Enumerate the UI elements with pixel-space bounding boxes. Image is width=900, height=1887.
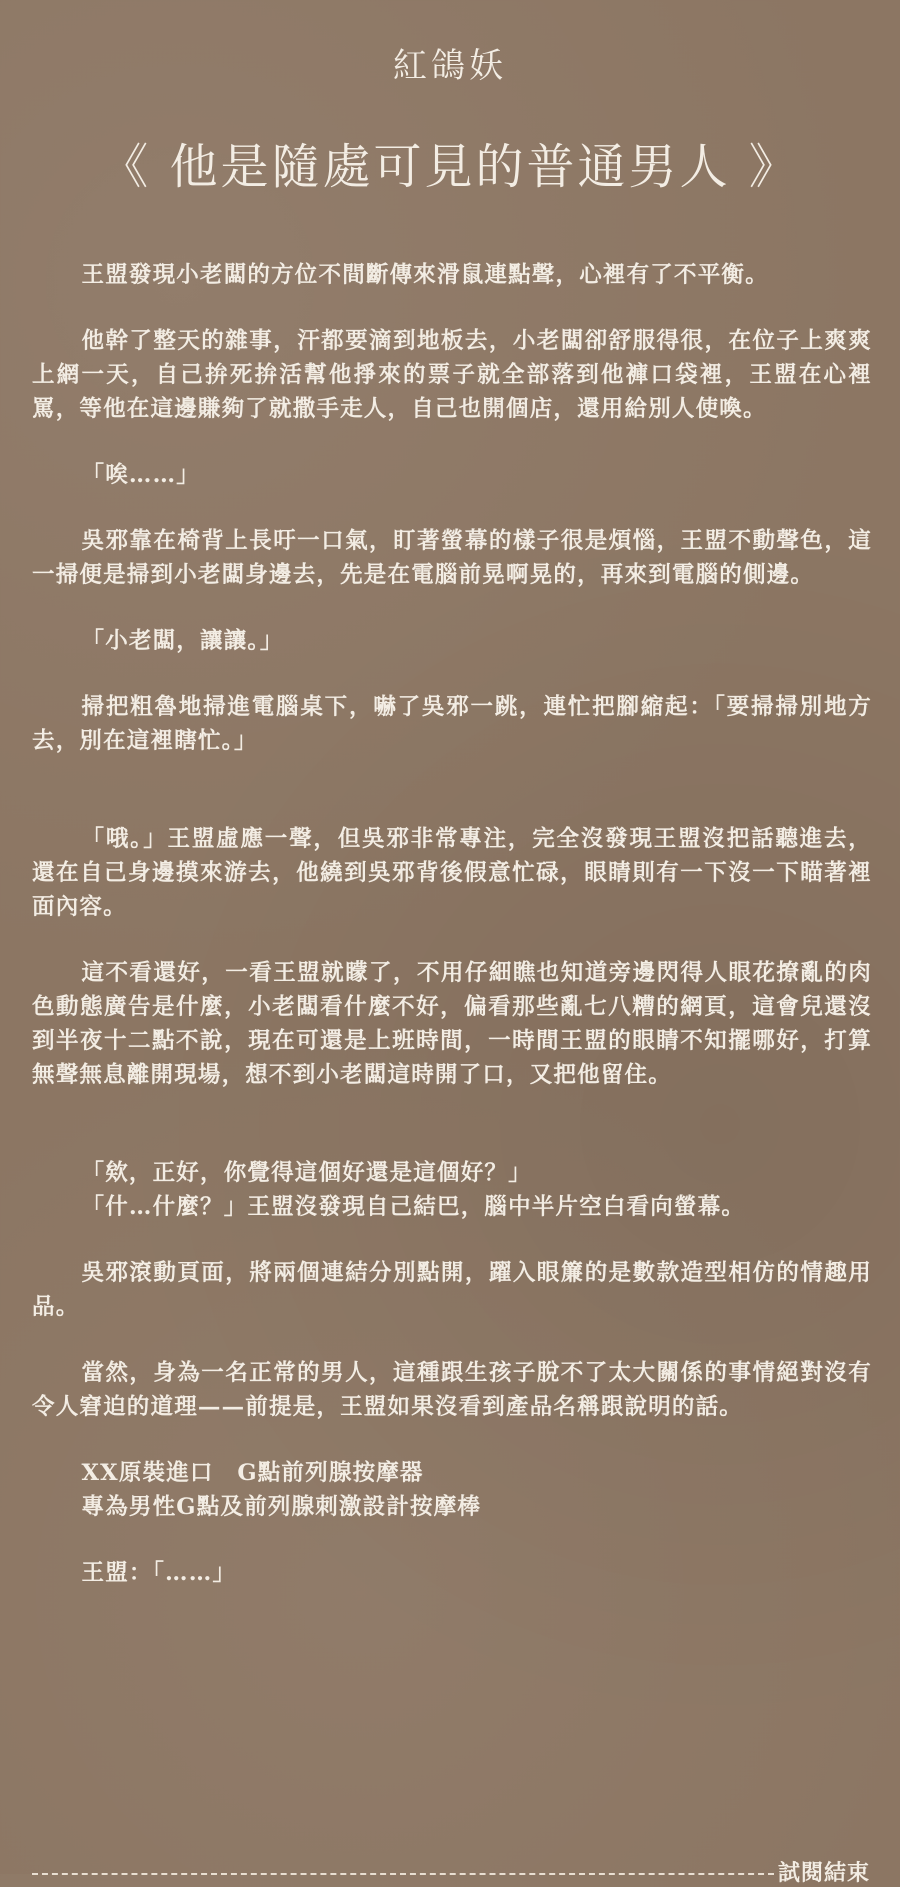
paragraph: 這不看還好，一看王盟就矇了，不用仔細瞧也知道旁邊閃得人眼花撩亂的肉色動態廣告是什麼，小老闆看什麼不好，偏看那些亂七八糟的網頁，這會兒還沒到半夜十二點不說，現在可還是上班時間，一時間王盟的眼睛不知擺哪好，打算無聲無息離開現場，想不到小老闆這時開了口，又把他留住。 (32, 960, 872, 1088)
paragraph: 吳邪靠在椅背上長吁一口氣，盯著螢幕的樣子很是煩惱，王盟不動聲色，這一掃便是掃到小老闆身邊去，先是在電腦前晃啊晃的，再來到電腦的側邊。 (32, 528, 872, 588)
dialogue-line: 「唉……」 (81, 462, 201, 488)
story-title: 《 他是隨處可見的普通男人 》 (100, 139, 800, 195)
paragraph: 他幹了整天的雜事，汗都要滴到地板去，小老闆卻舒服得很，在位子上爽爽上網一天，自己拚死拚活幫他掙來的票子就全部落到他褲口袋裡，王盟在心裡罵，等他在這邊賺夠了就撒手走人，自己也開個店，還用給別人使喚。 (32, 328, 872, 422)
author-name: 紅鴿妖 (393, 46, 507, 86)
product-names (32, 1456, 872, 1524)
product-name-line: 專為男性G點及前列腺刺激設計按摩棒 (81, 1494, 482, 1520)
paragraph: 吳邪滾動頁面，將兩個連結分別點開，躍入眼簾的是數款造型相仿的情趣用品。 (32, 1260, 872, 1320)
paragraph: 掃把粗魯地掃進電腦桌下，嚇了吳邪一跳，連忙把腳縮起：「要掃掃別地方去，別在這裡瞎忙。」 (32, 694, 872, 754)
end-label: 試閱結束 (777, 1860, 870, 1886)
product-name-line: XX原裝進口 G點前列腺按摩器 (81, 1460, 424, 1486)
paragraph: 王盟發現小老闆的方位不間斷傳來滑鼠連點聲，心裡有了不平衡。 (81, 262, 769, 288)
dialogue-line: 王盟：「……」 (81, 1560, 237, 1586)
paragraph: 「哦。」王盟虛應一聲，但吳邪非常專注，完全沒發現王盟沒把話聽進去，還在自己身邊摸來游去，他繞到吳邪背後假意忙碌，眼睛則有一下沒一下瞄著裡面內容。 (32, 826, 872, 920)
dialogue-line: 「欸，正好，你覺得這個好還是這個好？」 (81, 1160, 532, 1186)
dialogue-line: 「什…什麼？」王盟沒發現自己結巴，腦中半片空白看向螢幕。 (81, 1194, 746, 1220)
story-body (32, 258, 872, 1622)
paragraph: 當然，身為一名正常的男人，這種跟生孩子脫不了太大關係的事情絕對沒有令人窘迫的道理——前提是，王盟如果沒看到產品名稱跟說明的話。 (32, 1360, 872, 1420)
footer (32, 1856, 870, 1887)
dialogue-line: 「小老闆，讓讓。」 (81, 628, 284, 654)
